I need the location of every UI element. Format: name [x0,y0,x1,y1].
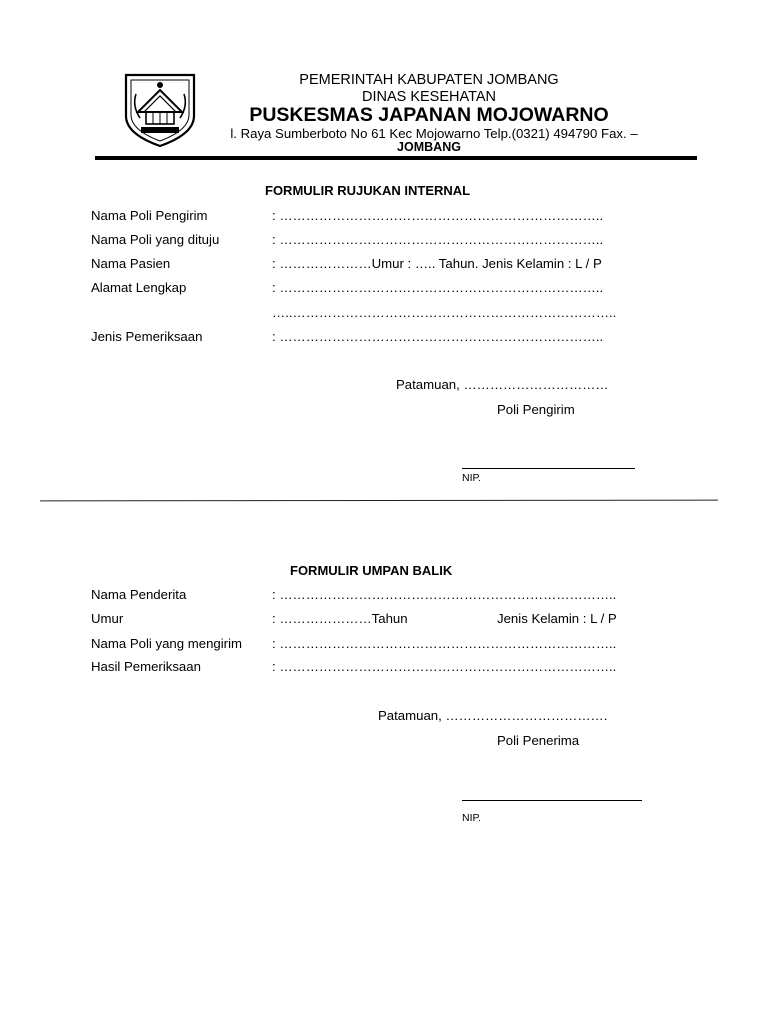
header-rule [95,156,697,160]
field-value: : ……………………………………………………………….. [272,232,604,247]
field-value: : ………………………………………………………………….. [272,659,617,674]
header-institution: PUSKESMAS JAPANAN MOJOWARNO [249,104,609,126]
field-label: Jenis Pemeriksaan [91,329,203,344]
field-label: Nama Poli yang mengirim [91,636,242,651]
signer-title: Poli Penerima [497,733,580,748]
field-label: Nama Poli Pengirim [91,208,208,223]
field-value: : ………………………………………………………………….. [272,636,617,651]
field-value: : …………………Tahun [272,611,408,626]
field-value-continuation: …..……………………………………………………………….. [272,305,617,320]
place-date: Patamuan, …………………………… [396,377,609,392]
signature-line [462,800,642,801]
header-address: l. Raya Sumberboto No 61 Kec Mojowarno Telp.(0321) 494790 Fax. – [230,126,638,141]
header-government: PEMERINTAH KABUPATEN JOMBANG [299,72,559,88]
nip-label: NIP. [462,472,482,484]
place-date: Patamuan, ………………………………. [378,708,608,723]
field-label: Nama Penderita [91,587,187,602]
form-title-feedback: FORMULIR UMPAN BALIK [290,563,453,578]
header-city: JOMBANG [397,140,461,154]
header-department: DINAS KESEHATAN [361,89,497,105]
field-label: Nama Pasien [91,256,171,271]
form-title-referral: FORMULIR RUJUKAN INTERNAL [265,183,471,198]
field-value: : ……………………………………………………………….. [272,280,604,295]
field-label: Nama Poli yang dituju [91,232,220,247]
section-divider [40,500,718,502]
field-extra: Jenis Kelamin : L / P [497,611,617,626]
signer-title: Poli Pengirim [497,402,575,417]
field-value: : ……………………………………………………………….. [272,329,604,344]
field-label: Umur [91,611,124,626]
field-value: : ………………………………………………………………….. [272,587,617,602]
field-value: : …………………Umur : ….. Tahun. Jenis Kelamin : L / P [272,256,602,271]
nip-label: NIP. [462,812,482,824]
field-label: Alamat Lengkap [91,280,187,295]
signature-line [462,468,635,469]
field-label: Hasil Pemeriksaan [91,659,201,674]
field-value: : ……………………………………………………………….. [272,208,604,223]
